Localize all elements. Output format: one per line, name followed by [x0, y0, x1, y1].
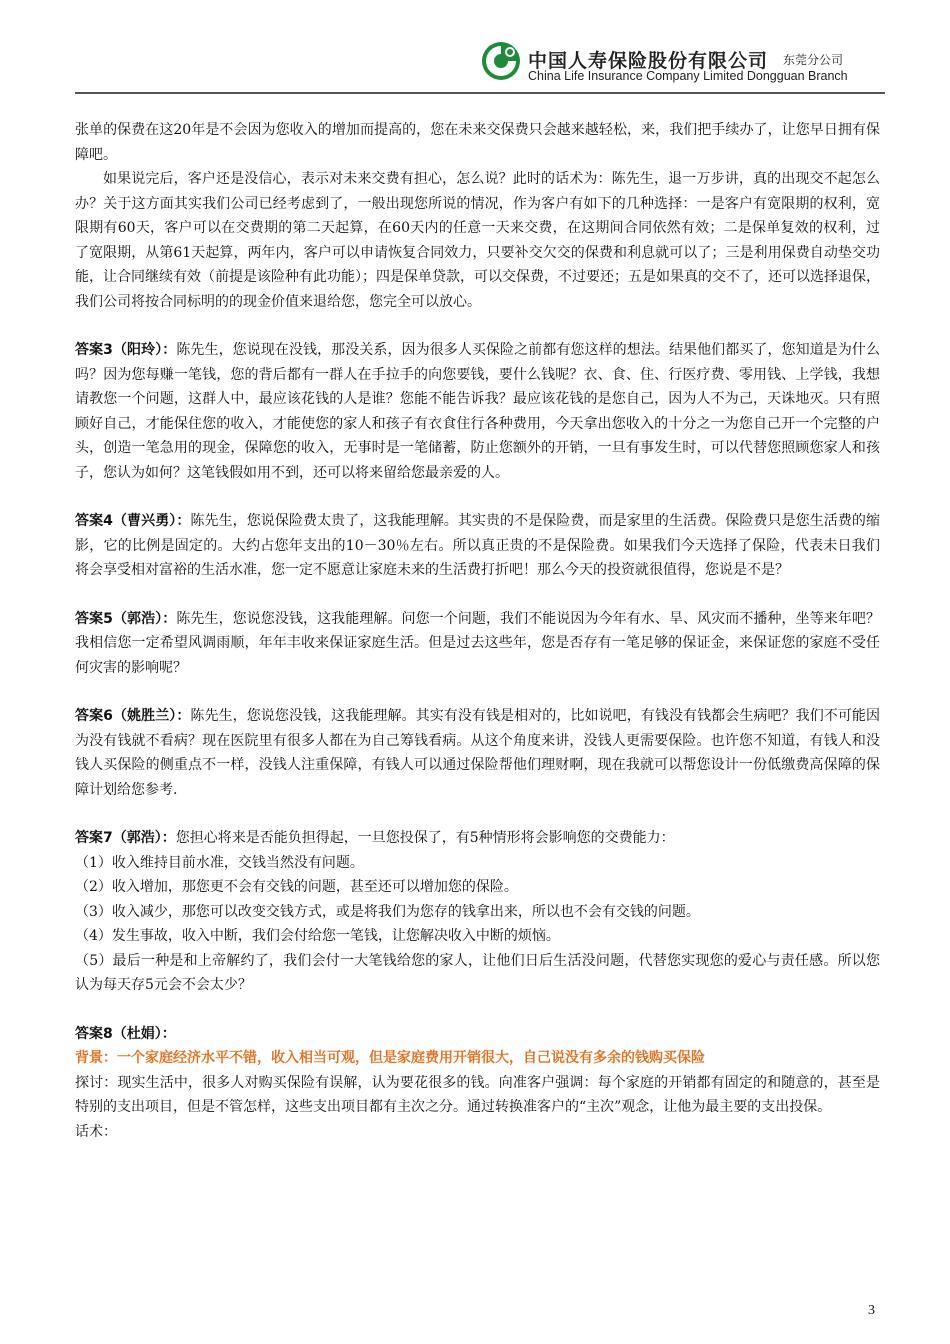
answer-8 — [75, 1022, 880, 1047]
company-name-en: China Life Insurance Company Limited Dongguan Branch — [528, 69, 848, 83]
answer-7 — [75, 826, 880, 851]
company-name-cn: 中国人寿保险股份有限公司 — [528, 50, 769, 72]
answer-8-discussion: 探讨：现实生活中，很多人对购买保险有误解，认为要花很多的钱。向准客户强调：每个家庭的开销都有固定的和随意的，甚至是特别的支出项目，但是不管怎样，这些支出项目都有主次之分。通过转换准客户的“主次”观念，让他为最主要的支出投保。 — [75, 1074, 880, 1115]
document-body — [75, 118, 880, 1144]
answer-5-text: 陈先生，您说您没钱，这我能理解。问您一个问题，我们不能说因为今年有水、旱、风灾而不播种，坐等来年吧？我相信您一定希望风调雨顺，年年丰收来保证家庭生活。但是过去这些年，您是否存有一笔足够的保证金，来保证您的家庭不受任何灾害的影响呢？ — [75, 610, 880, 676]
list-item: （3）收入减少，那您可以改变交钱方式，或是将我们为您存的钱拿出来，所以也不会有交钱的问题。 — [75, 903, 700, 920]
answer-5 — [75, 607, 880, 681]
branch-name-cn: 东莞分公司 — [783, 53, 844, 67]
answer-4 — [75, 509, 880, 583]
answer-4-label: 答案4（曹兴勇）： — [75, 513, 191, 529]
answer-8-script-label: 话术： — [75, 1123, 117, 1140]
answer-6-label: 答案6（姚胜兰）： — [75, 708, 191, 724]
answer-7-label: 答案7（郭浩）： — [75, 830, 176, 846]
paragraph-payment-options: 如果说完后，客户还是没信心，表示对未来交费有担心，怎么说？此时的话术为：陈先生，退一万步讲，真的出现交不起怎么办？关于这方面其实我们公司已经考虑到了，一般出现您所说的情况，作为客户有如下的几种选择：一是客户有宽限期的权利，宽限期有60天，客户可以在交费期的第二天起算，在60天内的任意一天来交费，在这期间合同依然有效；二是保单复效的权利，过了宽限期，从第61天起算，两年内，客户可以申请恢复合同效力，只要补交欠交的保费和利息就可以了；三是利用保费自动垫交功能，让合同继续有效（前提是该险种有此功能）；四是保单贷款，可以交保费，不过要还；五是如果真的交不了，还可以选择退保，我们公司将按合同标明的的现金价值来退给您，您完全可以放心。 — [75, 171, 880, 310]
answer-8-label: 答案8（杜娟）： — [75, 1025, 176, 1042]
answer-3 — [75, 338, 880, 485]
header-divider — [75, 92, 885, 94]
answer-4-text: 陈先生，您说保险费太贵了，这我能理解。其实贵的不是保险费，而是家里的生活费。保险费只是您生活费的缩影，它的比例是固定的。大约占您年支出的10－30％左右。所以真正贵的不是保险费。如果我们今天选择了保险，代表未日我们将会享受相对富裕的生活水准，您一定不愿意让家庭未来的生活费打折吧！那么今天的投资就很值得，您说是不是？ — [75, 513, 880, 578]
list-item: （1）收入维持目前水准，交钱当然没有问题。 — [75, 854, 364, 871]
answer-6-text: 陈先生，您说您没钱，这我能理解。其实有没有钱是相对的，比如说吧，有钱没有钱都会生病吧？我们不可能因为没有钱就不看病？现在医院里有很多人都在为自己筹钱看病。从这个角度来讲，没钱人更需要保险。也许您不知道，有钱人和没钱人买保险的侧重点不一样，没钱人注重保障，有钱人可以通过保险帮他们理财啊，现在我就可以帮您设计一份低缴费高保障的保障计划给您参考. — [75, 708, 880, 798]
answer-8-background: 背景：一个家庭经济水平不错，收入相当可观，但是家庭费用开销很大，自己说没有多余的钱购买保险 — [75, 1050, 705, 1066]
paragraph-continuation: 张单的保费在这20年是不会因为您收入的增加而提高的，您在未来交保费只会越来越轻松，来，我们把手续办了，让您早日拥有保障吧。 — [75, 122, 880, 163]
answer-3-text: 陈先生，您说现在没钱，那没关系，因为很多人买保险之前都有您这样的想法。结果他们都买了，您知道是为什么吗？因为您每赚一笔钱，您的背后都有一群人在手拉手的向您要钱，要什么钱呢？衣、食、住、行医疗费、零用钱、上学钱，我想请教您一个问题，这群人中，最应该花钱的人是谁？您能不能告诉我？最应该花钱的是您自己，因为人不为己，天诛地灭。只有照顾好自己，才能保住您的收入，才能使您的家人和孩子有衣食住行各种费用，今天拿出您收入的十分之一为您自己开一个完整的户头，创造一笔急用的现金，保障您的收入，无事时是一笔储蓄，防止您额外的开销，一旦有事发生时，可以代替您照顾您家人和孩子，您认为如何？这笔钱假如用不到，还可以将来留给您最亲爱的人。 — [75, 342, 880, 481]
list-item: （2）收入增加，那您更不会有交钱的问题，甚至还可以增加您的保险。 — [75, 879, 518, 895]
page-number: 3 — [868, 1303, 875, 1318]
answer-6 — [75, 704, 880, 802]
answer-7-text: 您担心将来是否能负担得起，一旦您投保了，有5种情形将会影响您的交费能力： — [175, 830, 675, 846]
page-header — [0, 0, 950, 100]
list-item: （5）最后一种是和上帝解约了，我们会付一大笔钱给您的家人，让他们日后生活没问题，代替您实现您的爱心与责任感。所以您认为每天存5元会不会太少？ — [75, 952, 880, 993]
answer-3-label: 答案3（阳玲）： — [75, 342, 177, 358]
list-item: （4）发生事故，收入中断，我们会付给您一笔钱，让您解决收入中断的烦恼。 — [75, 928, 560, 944]
answer-5-label: 答案5（郭浩）： — [75, 610, 177, 627]
china-life-logo-icon — [480, 40, 522, 82]
